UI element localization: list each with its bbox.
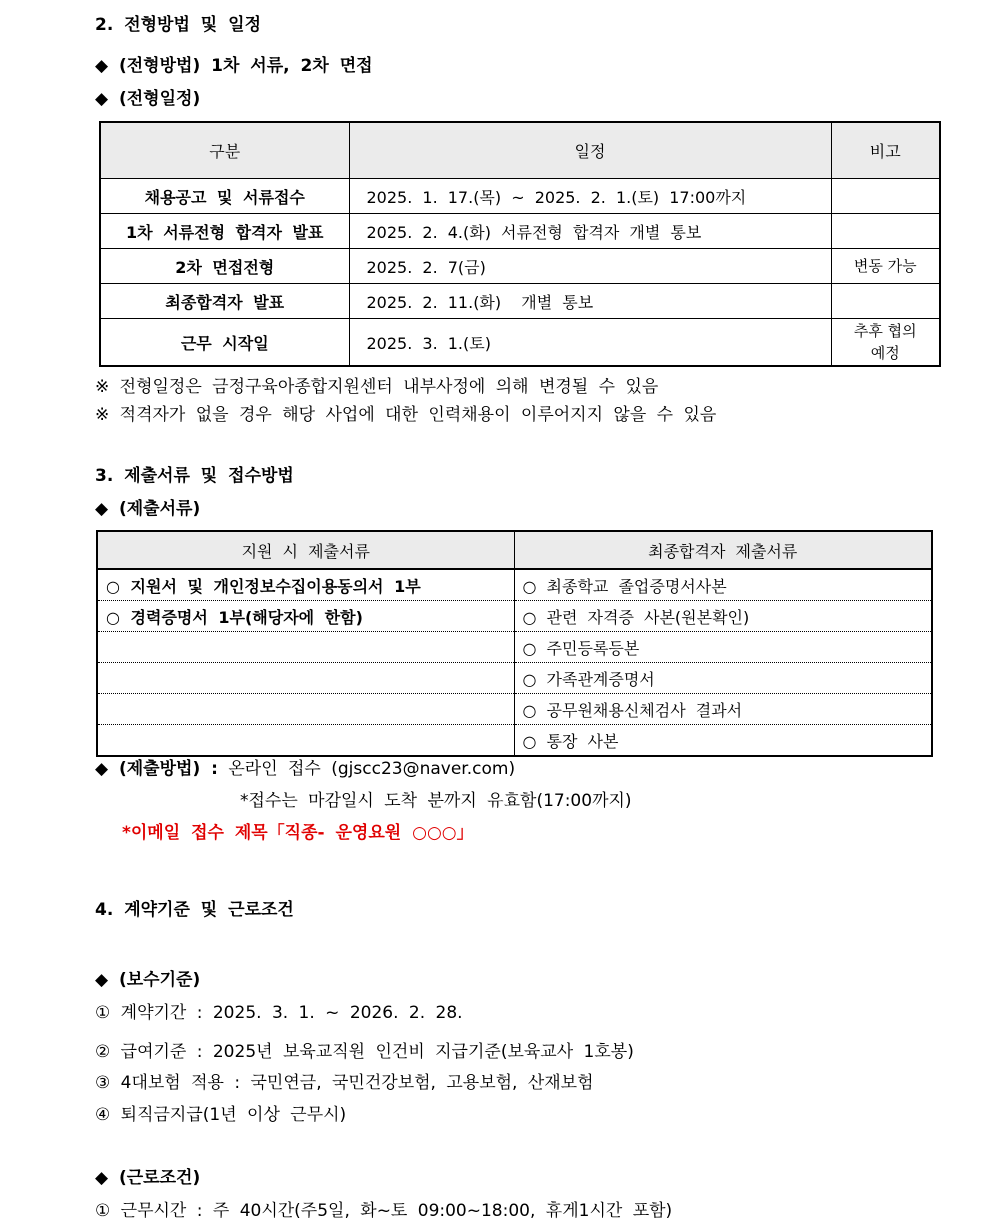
work-item: ① 근무시간 : 주 40시간(주5일, 화~토 09:00~18:00, 휴게1시간 포함): [95, 1201, 673, 1221]
row-schedule: 2025. 2. 7(금): [349, 249, 831, 284]
table-row: [100, 284, 940, 319]
final-doc: ○ 공무원채용신체검사 결과서: [514, 694, 932, 725]
application-doc: [97, 725, 514, 757]
table-header-row: [100, 122, 940, 179]
schedule-note-2: ※ 적격자가 없을 경우 해당 사업에 대한 인력채용이 이루어지지 않을 수 있음: [95, 405, 717, 425]
table-row: [100, 179, 940, 214]
row-remarks: [831, 284, 940, 319]
documents-table: [96, 530, 933, 757]
row-category: 1차 서류전형 합격자 발표: [100, 214, 349, 249]
header-application-docs: 지원 시 제출서류: [97, 531, 514, 569]
schedule-table: [99, 121, 941, 367]
table-row: [100, 249, 940, 284]
table-row: [97, 663, 932, 694]
work-conditions-label: ◆ (근로조건): [95, 1168, 201, 1188]
row-schedule: 2025. 3. 1.(토): [349, 319, 831, 367]
final-doc: ○ 관련 자격증 사본(원본확인): [514, 601, 932, 632]
submission-deadline-note: *접수는 마감일시 도착 분까지 유효함(17:00까지): [240, 791, 632, 811]
final-doc: ○ 주민등록등본: [514, 632, 932, 663]
header-remarks: 비고: [831, 122, 940, 179]
pay-item: ① 계약기간 : 2025. 3. 1. ~ 2026. 2. 28.: [95, 1003, 463, 1023]
table-header-row: [97, 531, 932, 569]
row-remarks: [831, 214, 940, 249]
submission-method-value: 온라인 접수 (gjscc23@naver.com): [228, 759, 516, 779]
row-remarks: 변동 가능: [831, 249, 940, 284]
table-row: [100, 214, 940, 249]
application-doc: [97, 694, 514, 725]
submission-method-label: ◆ (제출방법) :: [95, 759, 218, 779]
row-schedule: 2025. 2. 11.(화) 개별 통보: [349, 284, 831, 319]
row-category: 채용공고 및 서류접수: [100, 179, 349, 214]
row-category: 근무 시작일: [100, 319, 349, 367]
final-doc: ○ 최종학교 졸업증명서사본: [514, 569, 932, 601]
section-2-title: 2. 전형방법 및 일정: [95, 15, 261, 35]
selection-method-label: ◆ (전형방법) 1차 서류, 2차 면접: [95, 56, 373, 76]
final-doc: ○ 통장 사본: [514, 725, 932, 757]
application-doc: ○ 경력증명서 1부(해당자에 한함): [97, 601, 514, 632]
row-category: 2차 면접전형: [100, 249, 349, 284]
header-final-docs: 최종합격자 제출서류: [514, 531, 932, 569]
submission-method-row: [95, 754, 515, 779]
application-doc: ○ 지원서 및 개인정보수집이용동의서 1부: [97, 569, 514, 601]
row-remarks: 추후 협의 예정: [831, 319, 940, 367]
selection-schedule-label: ◆ (전형일정): [95, 89, 201, 109]
section-3-title: 3. 제출서류 및 접수방법: [95, 466, 294, 486]
table-row: [97, 601, 932, 632]
table-row: [97, 569, 932, 601]
table-row: [97, 694, 932, 725]
table-row: [97, 632, 932, 663]
row-schedule: 2025. 2. 4.(화) 서류전형 합격자 개별 통보: [349, 214, 831, 249]
schedule-note-1: ※ 전형일정은 금정구육아종합지원센터 내부사정에 의해 변경될 수 있음: [95, 377, 659, 397]
pay-item: ② 급여기준 : 2025년 보육교직원 인건비 지급기준(보육교사 1호봉): [95, 1042, 634, 1062]
row-schedule: 2025. 1. 17.(목) ~ 2025. 2. 1.(토) 17:00까지: [349, 179, 831, 214]
row-remarks: [831, 179, 940, 214]
table-row: [100, 319, 940, 367]
pay-standard-label: ◆ (보수기준): [95, 970, 201, 990]
documents-label: ◆ (제출서류): [95, 499, 201, 519]
email-subject-note: *이메일 접수 제목「직종- 운영요원 ○○○」: [122, 823, 474, 843]
final-doc: ○ 가족관계증명서: [514, 663, 932, 694]
row-category: 최종합격자 발표: [100, 284, 349, 319]
pay-item: ③ 4대보험 적용 : 국민연금, 국민건강보험, 고용보험, 산재보험: [95, 1073, 594, 1093]
application-doc: [97, 632, 514, 663]
table-row: [97, 725, 932, 757]
section-4-title: 4. 계약기준 및 근로조건: [95, 900, 294, 920]
header-category: 구분: [100, 122, 349, 179]
header-schedule: 일정: [349, 122, 831, 179]
application-doc: [97, 663, 514, 694]
pay-item: ④ 퇴직금지급(1년 이상 근무시): [95, 1105, 347, 1125]
